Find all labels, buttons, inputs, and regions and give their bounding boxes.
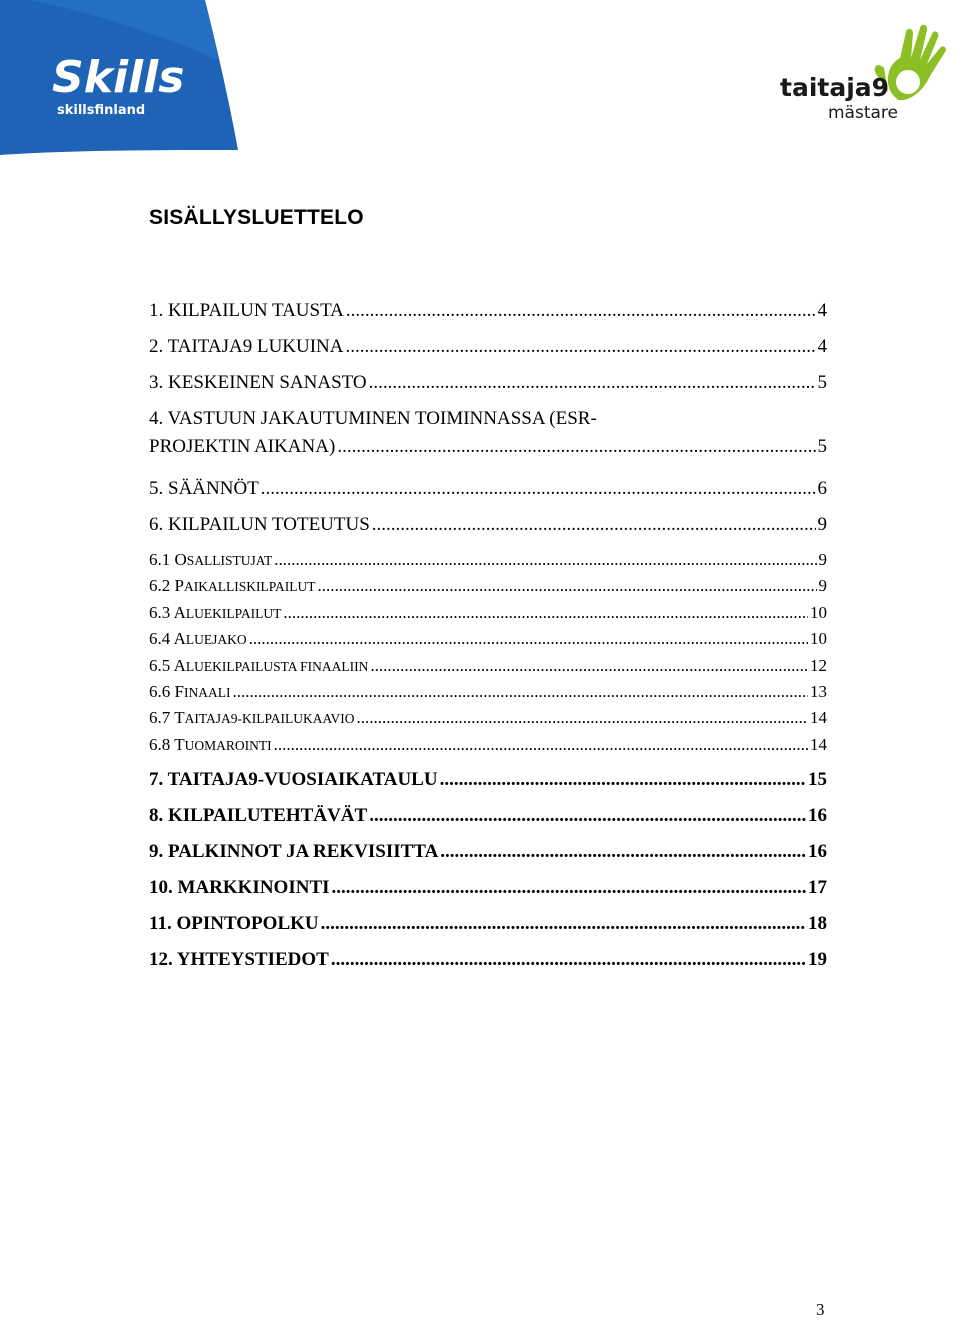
toc-entry-page: 14	[810, 734, 827, 754]
toc-entry-label: 9. PALKINNOT JA REKVISIITTA	[149, 840, 439, 862]
toc-entry-page: 9	[818, 550, 827, 569]
toc-entry-label: 6. KILPAILUN TOTEUTUS	[149, 514, 370, 535]
toc-dot-leader	[249, 626, 808, 652]
toc-entry-page: 17	[808, 876, 827, 898]
toc-subentry-rest: LUEJAKO	[185, 632, 247, 648]
toc-subentry-number: 6.6	[149, 681, 171, 701]
toc-subentry-number: 6.7	[149, 708, 171, 728]
toc-dot-leader	[346, 297, 816, 325]
toc-entry-page: 4	[817, 336, 827, 357]
toc-entry-page: 10	[810, 602, 827, 622]
toc-entry-label: 11. OPINTOPOLKU	[149, 912, 319, 934]
toc-subentry-number: 6.3	[149, 602, 171, 622]
toc-dot-leader	[369, 369, 816, 397]
toc-entry-label: 10. MARKKINOINTI	[149, 876, 330, 898]
toc-dot-leader	[331, 946, 806, 974]
toc-subentry-initial: T	[174, 734, 185, 754]
svg-text:mästare: mästare	[828, 103, 898, 123]
skills-finland-logo	[0, 0, 240, 160]
toc-dot-leader	[337, 433, 815, 461]
toc-entry[interactable]	[149, 874, 827, 910]
toc-dot-leader	[357, 705, 808, 731]
toc-dot-leader	[274, 732, 808, 758]
toc-entry-page: 16	[808, 804, 827, 826]
toc-subentry-label	[149, 600, 281, 627]
toc-subentry-initial: F	[174, 681, 184, 701]
toc-entry[interactable]	[149, 511, 827, 547]
toc-subentry-rest: AIKALLISKILPAILUT	[183, 579, 316, 595]
table-of-contents	[149, 297, 827, 982]
toc-entry[interactable]	[149, 297, 827, 333]
svg-text:taitaja9: taitaja9	[780, 73, 890, 102]
toc-entry[interactable]	[149, 838, 827, 874]
toc-subentry[interactable]	[149, 600, 827, 626]
toc-entry-label: 1. KILPAILUN TAUSTA	[149, 300, 344, 321]
toc-subentry-number: 6.2	[149, 576, 171, 596]
toc-entry-page: 6	[817, 478, 827, 499]
toc-subentry-initial: A	[173, 629, 186, 649]
toc-subentry-label	[149, 705, 355, 732]
toc-entry[interactable]	[149, 369, 827, 405]
toc-entry[interactable]	[149, 802, 827, 838]
toc-subentry-label	[149, 547, 272, 574]
page-number: 3	[816, 1300, 825, 1319]
toc-dot-leader	[321, 910, 806, 938]
toc-entry-page: 14	[810, 708, 827, 728]
toc-entry-label: 2. TAITAJA9 LUKUINA	[149, 336, 344, 357]
toc-entry-page: 12	[810, 655, 827, 675]
toc-dot-leader	[440, 766, 806, 794]
toc-entry-page: 15	[808, 768, 827, 790]
toc-entry[interactable]	[149, 946, 827, 982]
toc-subentry-number: 6.4	[149, 629, 171, 649]
toc-entry-label-line1: 4. VASTUUN JAKAUTUMINEN TOIMINNASSA (ESR-	[149, 408, 597, 429]
toc-subentry-label	[149, 626, 247, 653]
toc-entry[interactable]	[149, 766, 827, 802]
toc-entry-page: 5	[817, 372, 827, 393]
toc-subentry-rest: SALLISTUJAT	[186, 553, 273, 568]
toc-entry-label: 12. YHTEYSTIEDOT	[149, 948, 329, 970]
toc-dot-leader	[369, 802, 806, 830]
toc-subentry-initial: P	[174, 576, 184, 596]
toc-subentry-label	[149, 573, 315, 600]
toc-dot-leader	[283, 600, 808, 626]
toc-dot-leader	[440, 838, 806, 866]
toc-dot-leader	[332, 874, 806, 902]
toc-entry-page: 18	[808, 912, 827, 934]
toc-entry-label: 8. KILPAILUTEHTÄVÄT	[149, 804, 368, 826]
toc-subentry-initial: A	[173, 602, 186, 622]
toc-title: SISÄLLYSLUETTELO	[149, 206, 364, 229]
toc-subentry-rest: AITAJA9-KILPAILUKAAVIO	[184, 711, 355, 727]
toc-subentry-number: 6.5	[149, 655, 171, 675]
toc-dot-leader	[372, 511, 816, 539]
toc-subentry-rest: LUEKILPAILUT	[185, 605, 282, 621]
toc-subentry-label	[149, 653, 368, 680]
toc-entry[interactable]	[149, 333, 827, 369]
toc-subentry[interactable]	[149, 547, 827, 573]
toc-dot-leader	[232, 679, 808, 705]
toc-entry-page: 19	[808, 948, 827, 970]
toc-subentry-number: 6.8	[149, 734, 171, 754]
toc-dot-leader	[346, 333, 816, 361]
toc-subentry[interactable]	[149, 679, 827, 705]
toc-dot-leader	[370, 653, 808, 679]
toc-subentry-number: 6.1	[149, 550, 171, 569]
toc-entry-label: 3. KESKEINEN SANASTO	[149, 372, 367, 393]
toc-entry-page: 5	[817, 436, 827, 457]
toc-entry-page: 4	[817, 300, 827, 321]
toc-subentry-rest: LUEKILPAILUSTA FINAALIIN	[185, 658, 369, 674]
toc-entry-page: 9	[818, 576, 827, 596]
toc-subentry[interactable]	[149, 626, 827, 652]
toc-entry[interactable]	[149, 405, 827, 475]
toc-subentry-initial: T	[174, 708, 185, 728]
svg-text:skillsfinland: skillsfinland	[57, 103, 146, 118]
toc-entry[interactable]	[149, 910, 827, 946]
taitaja9-logo	[780, 24, 960, 124]
toc-entry-page: 9	[817, 514, 827, 535]
toc-entry-label: PROJEKTIN AIKANA)	[149, 436, 336, 457]
toc-subentry-rest: UOMAROINTI	[184, 737, 272, 753]
toc-entry-page: 13	[810, 681, 827, 701]
toc-entry-label: 7. TAITAJA9-VUOSIAIKATAULU	[149, 768, 438, 790]
toc-entry-label: 5. SÄÄNNÖT	[149, 478, 259, 499]
toc-subentry-initial: O	[174, 550, 187, 569]
toc-dot-leader	[317, 573, 816, 599]
toc-subentry-label	[149, 732, 272, 759]
toc-entry[interactable]	[149, 475, 827, 511]
toc-dot-leader	[261, 475, 816, 503]
toc-entry-page: 10	[810, 629, 827, 649]
toc-subentry[interactable]	[149, 732, 827, 766]
toc-subentry-rest: INAALI	[183, 684, 231, 700]
toc-subentry[interactable]	[149, 705, 827, 731]
toc-dot-leader	[274, 547, 816, 573]
toc-entry-page: 16	[808, 840, 827, 862]
svg-text:Skills: Skills	[52, 52, 185, 103]
toc-subentry-label	[149, 679, 230, 706]
toc-subentry[interactable]	[149, 653, 827, 679]
toc-subentry[interactable]	[149, 573, 827, 599]
toc-subentry-initial: A	[173, 655, 186, 675]
